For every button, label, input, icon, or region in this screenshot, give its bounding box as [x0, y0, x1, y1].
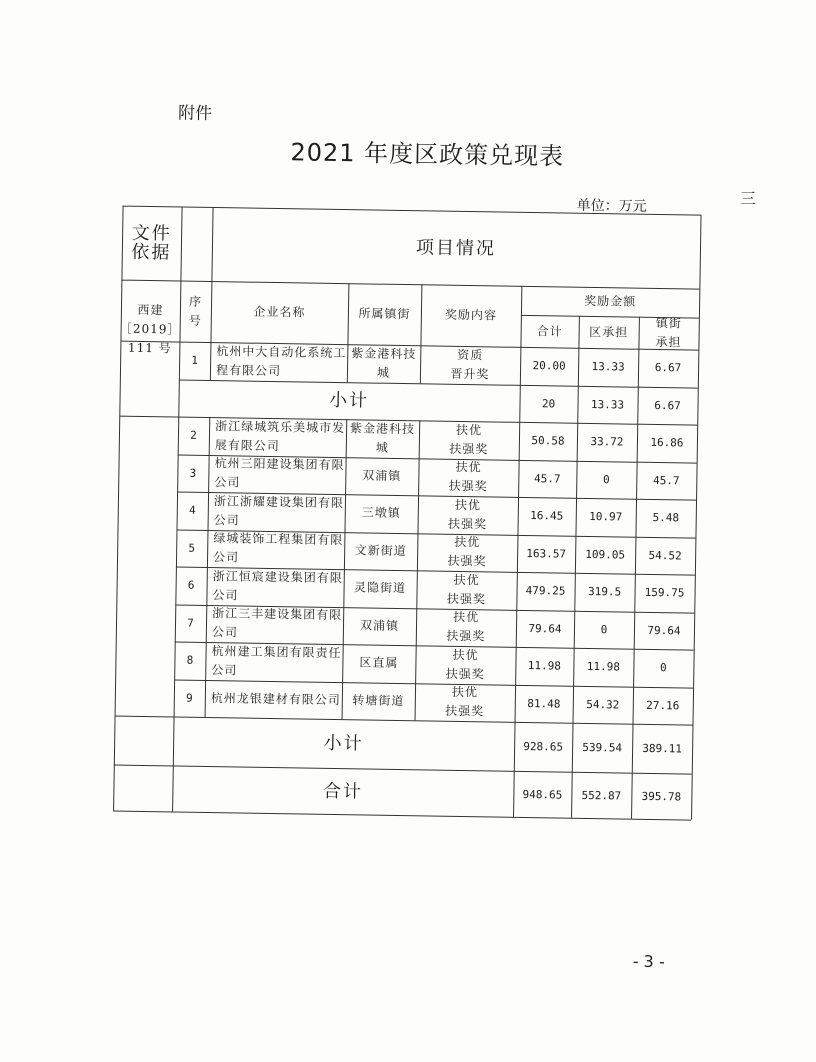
row-seq: 4	[188, 503, 196, 518]
row-reward-content: 扶优 扶强奖	[447, 535, 487, 569]
row-district: 11.98	[586, 660, 621, 674]
row-town-share: 79.64	[647, 623, 681, 638]
row-seq: 7	[187, 616, 194, 630]
row-town: 双浦镇	[362, 468, 402, 483]
file-basis-header: 文件 依据	[131, 222, 172, 264]
row-district: 0	[600, 622, 608, 637]
file-basis-value: 西建 ［2019］ 111 号	[119, 302, 181, 356]
row-company: 杭州三阳建设集团有限公司	[214, 456, 345, 490]
row-total: 11.98	[527, 659, 562, 673]
district-header: 区承担	[589, 324, 629, 340]
row-reward-content: 扶优 扶强奖	[445, 685, 485, 719]
row-company: 杭州龙银建材有限公司	[210, 690, 341, 707]
row-district: 10.97	[589, 510, 623, 524]
row-total: 79.64	[528, 621, 562, 636]
reward-content-header: 奖励内容	[444, 307, 498, 323]
row-district: 33.72	[590, 435, 624, 449]
row-reward-content: 扶优 扶强奖	[449, 422, 489, 457]
total-header: 合计	[536, 323, 563, 339]
row-total: 50.58	[531, 434, 565, 448]
row-reward-content: 扶优 扶强奖	[446, 610, 486, 644]
row-town: 紫金港科技城	[349, 420, 416, 455]
seq-header: 序 号	[188, 294, 203, 328]
row-reward-content: 扶优 扶强奖	[446, 572, 487, 607]
row-town-share: 54.52	[648, 548, 682, 563]
grand-total-town-share: 395.78	[641, 789, 682, 803]
row-seq: 3	[189, 466, 197, 480]
row-reward-content: 扶优 扶强奖	[448, 460, 488, 494]
row-district: 54.32	[586, 697, 620, 712]
row-town: 转塘街道	[352, 693, 405, 708]
unit-label: 单位：万元	[576, 197, 647, 215]
grand-total-district: 552.87	[581, 788, 622, 803]
page-number: - 3 -	[632, 951, 665, 972]
attachment-label: 附件	[177, 103, 213, 124]
subtotal-a-total: 20	[541, 396, 556, 411]
row-company: 杭州建工集团有限责任公司	[211, 643, 342, 678]
row-town-share: 159.75	[644, 586, 685, 600]
row-company: 浙江浙耀建设集团有限公司	[213, 493, 345, 528]
document-title: 2021 年度区政策兑现表	[290, 138, 565, 171]
row-town: 区直属	[359, 655, 399, 671]
row-seq: 1	[191, 353, 199, 368]
subtotal-b-town-share: 389.11	[642, 741, 683, 756]
project-info-header: 项目情况	[415, 236, 497, 259]
subtotal-b-total: 928.65	[523, 739, 564, 754]
row-town: 三墩镇	[361, 505, 401, 521]
row-town-share: 5.48	[652, 511, 680, 525]
row-total: 479.25	[525, 584, 566, 598]
row-seq: 6	[187, 578, 195, 593]
row-town: 双浦镇	[359, 618, 400, 633]
row-total: 163.57	[526, 546, 567, 561]
row-town-share: 16.86	[650, 436, 684, 450]
row-town-share: 0	[659, 661, 667, 675]
row-company: 浙江三丰建设集团有限公司	[211, 606, 343, 640]
subtotal-a-town-share: 6.67	[654, 398, 681, 413]
row-district: 109.05	[585, 547, 626, 562]
row-reward-content: 扶优 扶强奖	[445, 647, 485, 682]
subtotal-b-label: 小计	[323, 732, 364, 755]
subtotal-a-district: 13.33	[590, 397, 625, 412]
row-seq: 8	[186, 653, 194, 668]
row-company: 绿城装饰工程集团有限公司	[212, 531, 344, 565]
row-town: 灵隐街道	[353, 580, 407, 596]
edge-mark: 三	[740, 189, 757, 208]
row-company: 杭州中大自动化系统工程有限公司	[215, 343, 347, 378]
row-seq: 9	[185, 691, 193, 705]
grand-total-label: 合计	[322, 780, 364, 802]
row-reward-content: 资质 晋升奖	[450, 347, 490, 382]
row-seq: 2	[190, 428, 197, 443]
reward-amount-header: 奖励金额	[584, 293, 637, 309]
row-total: 16.45	[530, 509, 564, 523]
town-share-header: 镇街 承担	[655, 315, 682, 350]
row-reward-content: 扶优 扶强奖	[448, 497, 488, 532]
row-town: 文新街道	[354, 543, 407, 558]
row-total: 81.48	[527, 696, 561, 711]
subtotal-b-district: 539.54	[582, 740, 623, 755]
subtotal-a-label: 小计	[328, 389, 370, 412]
row-total: 45.7	[534, 471, 561, 486]
company-header: 企业名称	[253, 304, 306, 320]
town-header: 所属镇街	[358, 306, 411, 322]
row-district: 13.33	[591, 360, 625, 374]
grand-total-total: 948.65	[522, 787, 563, 802]
row-town: 紫金港科技城	[351, 345, 417, 380]
row-town-share: 27.16	[646, 698, 680, 713]
row-town-share: 6.67	[654, 361, 682, 375]
row-district: 0	[602, 472, 610, 487]
row-total: 20.00	[532, 359, 566, 373]
row-district: 319.5	[587, 585, 622, 599]
row-company: 浙江绿城筑乐美城市发展有限公司	[214, 418, 346, 453]
row-company: 浙江恒宸建设集团有限公司	[212, 568, 343, 603]
row-seq: 5	[188, 541, 196, 555]
row-town-share: 45.7	[652, 473, 680, 488]
